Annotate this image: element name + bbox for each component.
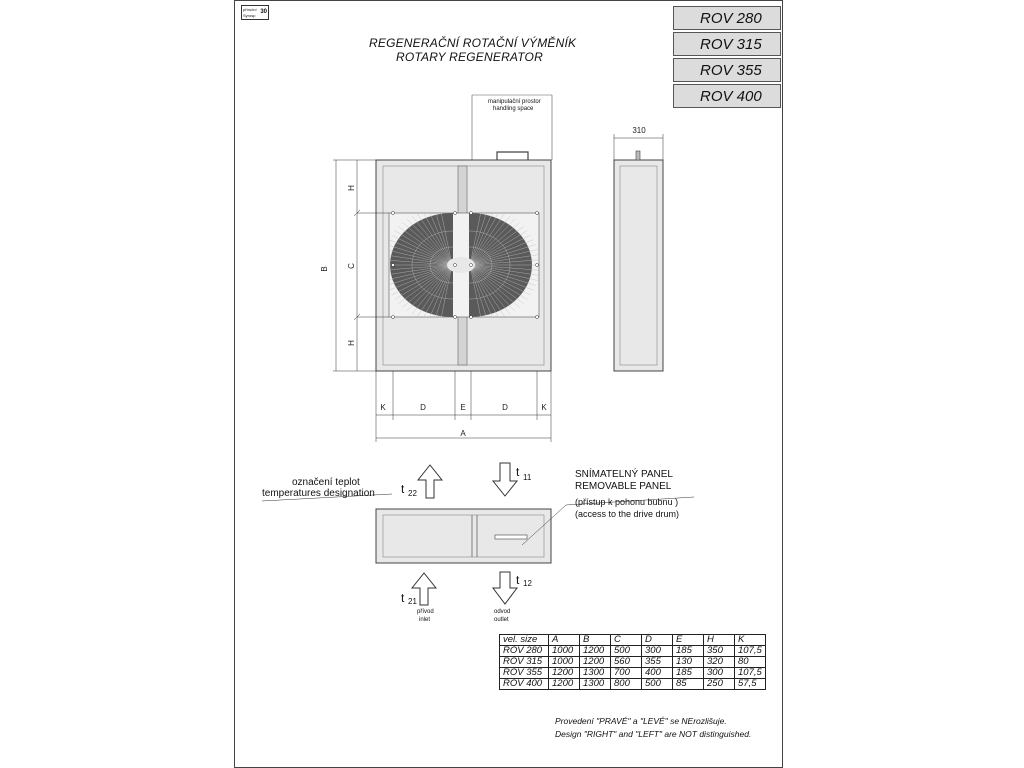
- table-cell: H: [704, 635, 735, 646]
- temperatures-designation-cz: označení teplot: [292, 477, 360, 488]
- table-header-row: [500, 635, 766, 646]
- table-cell: 1300: [580, 679, 611, 690]
- table-cell: 80: [735, 657, 766, 668]
- table-cell: 1200: [580, 657, 611, 668]
- sheet-tag-line2: Syrosp: [243, 13, 256, 18]
- temp-t12-letter: t: [516, 573, 520, 587]
- removable-panel-note-cz: (přístup k pohonu bubnu ): [575, 497, 679, 507]
- outlet-label-en: outlet: [494, 617, 509, 623]
- arrow-down-t12: [493, 572, 520, 604]
- table-cell: ROV 280: [500, 646, 549, 657]
- arrow-down-t11: [493, 463, 520, 496]
- temp-t21-index: 21: [408, 597, 417, 606]
- model-rov-315: ROV 315: [673, 32, 781, 56]
- table-cell: D: [642, 635, 673, 646]
- dim-label-d-left: D: [420, 403, 426, 412]
- front-view: [376, 152, 551, 371]
- table-cell: 800: [611, 679, 642, 690]
- outlet-label-cz: odvod: [494, 609, 511, 615]
- dim-label-h-top: H: [347, 185, 356, 191]
- table-cell: 320: [704, 657, 735, 668]
- table-cell: 1200: [580, 646, 611, 657]
- table-cell: 350: [704, 646, 735, 657]
- side-view: [614, 134, 663, 371]
- dim-label-a: A: [460, 429, 466, 438]
- dim-label-e: E: [460, 403, 466, 412]
- table-cell: 400: [642, 668, 673, 679]
- table-cell: A: [549, 635, 580, 646]
- table-row: [500, 679, 766, 690]
- dim-label-h-bottom: H: [347, 340, 356, 346]
- dim-label-c: C: [347, 263, 356, 269]
- model-rov-355: ROV 355: [673, 58, 781, 82]
- table-cell: 107,5: [735, 646, 766, 657]
- dim-label-k-left: K: [380, 403, 386, 412]
- side-depth-label: 310: [632, 126, 646, 135]
- table-cell: 185: [673, 646, 704, 657]
- table-cell: 1000: [549, 657, 580, 668]
- arrow-up-t22: [418, 465, 442, 498]
- table-cell: B: [580, 635, 611, 646]
- handling-space-en: handling space: [493, 106, 534, 112]
- handling-space-cz: manipulační prostor: [488, 99, 541, 105]
- inlet-label-en: inlet: [419, 617, 431, 623]
- removable-panel-en: REMOVABLE PANEL: [575, 481, 672, 492]
- table-cell: 1000: [549, 646, 580, 657]
- table-cell: 500: [642, 679, 673, 690]
- table-cell: 1300: [580, 668, 611, 679]
- note-en: Design "RIGHT" and "LEFT" are NOT distinguished.: [555, 729, 752, 739]
- table-cell: 1200: [549, 679, 580, 690]
- table-cell: 57,5: [735, 679, 766, 690]
- sheet-tag-number: 30: [260, 9, 267, 15]
- table-cell: 300: [704, 668, 735, 679]
- title-cz: REGENERAČNÍ ROTAČNÍ VÝMĚNÍK: [369, 36, 577, 50]
- dim-label-d-right: D: [502, 403, 508, 412]
- dim-label-b: B: [320, 266, 329, 272]
- table-cell: 500: [611, 646, 642, 657]
- temp-t22-letter: t: [401, 482, 405, 496]
- table-cell: 300: [642, 646, 673, 657]
- dim-label-k-right: K: [541, 403, 547, 412]
- table-cell: ROV 355: [500, 668, 549, 679]
- temp-t12-index: 12: [523, 579, 532, 588]
- table-cell: 130: [673, 657, 704, 668]
- table-row: [500, 668, 766, 679]
- title-en: ROTARY REGENERATOR: [396, 50, 543, 64]
- temp-t11-letter: t: [516, 465, 520, 479]
- table-cell: 700: [611, 668, 642, 679]
- removable-panel-cz: SNÍMATELNÝ PANEL: [575, 469, 673, 480]
- table-row: [500, 657, 766, 668]
- note-cz: Provedení "PRAVÉ" a "LEVÉ" se NErozlišuje.: [555, 716, 727, 726]
- table-cell: ROV 315: [500, 657, 549, 668]
- temp-t22-index: 22: [408, 489, 417, 498]
- table-cell: K: [735, 635, 766, 646]
- table-cell: 560: [611, 657, 642, 668]
- table-cell: 250: [704, 679, 735, 690]
- table-cell: 107,5: [735, 668, 766, 679]
- table-cell: 355: [642, 657, 673, 668]
- temp-t11-index: 11: [523, 473, 532, 482]
- removable-panel-note-en: (access to the drive drum): [575, 509, 680, 519]
- table-row: [500, 646, 766, 657]
- table-cell: ROV 400: [500, 679, 549, 690]
- table-cell: 1200: [549, 668, 580, 679]
- sheet-tag-line1: příruční: [243, 7, 257, 12]
- table-cell: E: [673, 635, 704, 646]
- temperatures-designation-en: temperatures designation: [262, 488, 375, 499]
- model-rov-280: ROV 280: [673, 6, 781, 30]
- temp-t21-letter: t: [401, 591, 405, 605]
- inlet-label-cz: přívod: [417, 609, 434, 615]
- model-rov-400: ROV 400: [673, 84, 781, 108]
- dimension-table: [499, 634, 766, 690]
- table-cell: C: [611, 635, 642, 646]
- table-cell: 85: [673, 679, 704, 690]
- table-cell: 185: [673, 668, 704, 679]
- table-cell: vel. size: [500, 635, 549, 646]
